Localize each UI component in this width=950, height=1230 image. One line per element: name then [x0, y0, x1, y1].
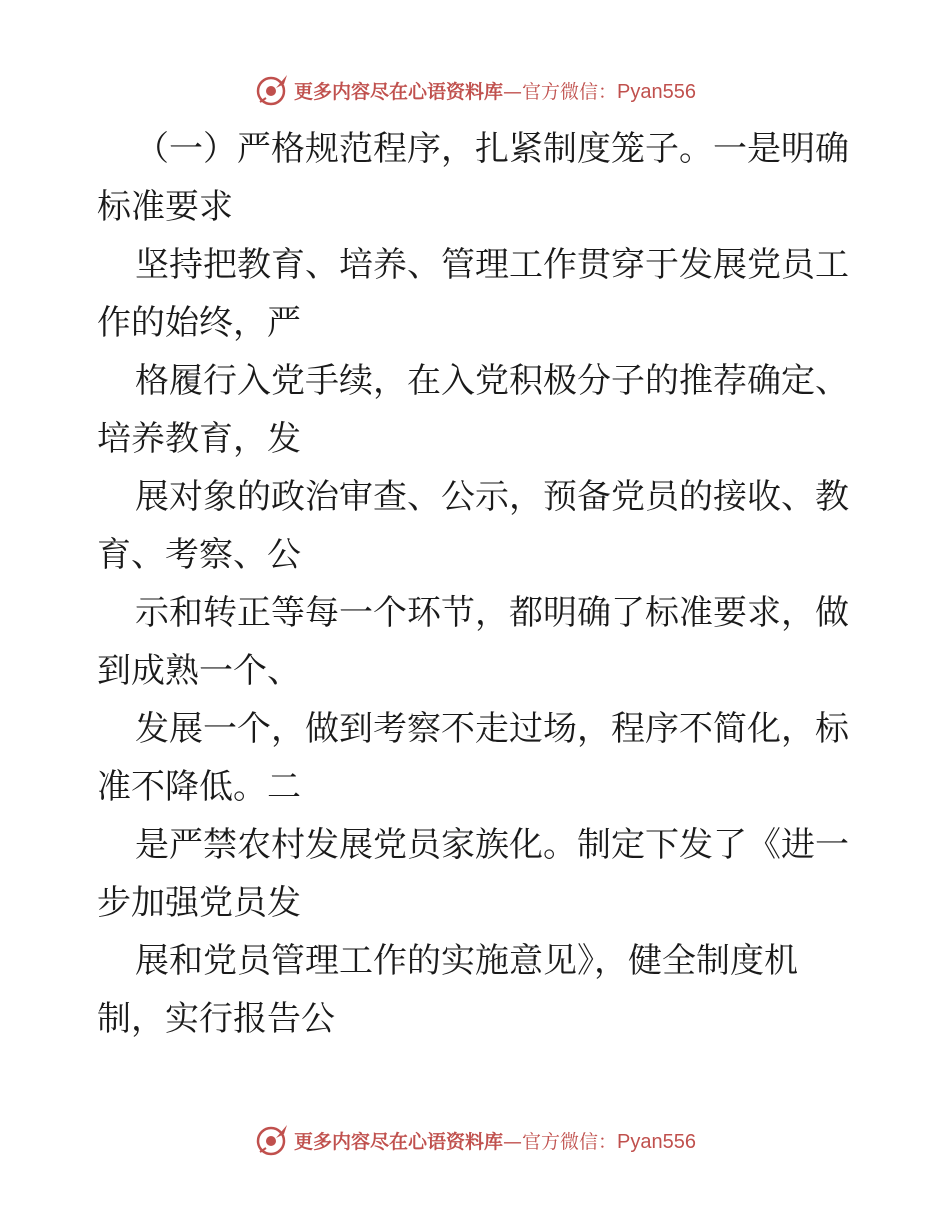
text-line: （一）严格规范程序，扎紧制度笼子。一是明确: [135, 129, 849, 169]
watermark-handle: Pyan556: [617, 80, 696, 103]
watermark-dash: —: [503, 1130, 523, 1153]
text-line: 步加强党员发: [97, 883, 301, 923]
text-line: 到成熟一个、: [97, 651, 301, 691]
quill-logo-icon: [254, 1122, 290, 1158]
watermark-main: 更多内容尽在心语资料库: [294, 80, 504, 103]
text-line: 准不降低。二: [97, 767, 301, 807]
text-line: 展和党员管理工作的实施意见》，健全制度机: [135, 941, 798, 981]
text-line: 坚持把教育、培养、管理工作贯穿于发展党员工: [135, 245, 849, 285]
watermark-text: [294, 77, 696, 104]
quill-logo-icon: [254, 72, 290, 108]
watermark-text: [294, 1127, 696, 1154]
text-line: 示和转正等每一个环节，都明确了标准要求，做: [135, 593, 849, 633]
watermark-official: 官方微信：: [522, 1130, 618, 1153]
watermark-main: 更多内容尽在心语资料库: [294, 1130, 504, 1153]
header-watermark: [0, 70, 950, 110]
text-line: 格履行入党手续，在入党积极分子的推荐确定、: [135, 361, 849, 401]
watermark-dash: —: [503, 80, 523, 103]
watermark-handle: Pyan556: [617, 1130, 696, 1153]
text-line: 作的始终，严: [97, 303, 301, 343]
text-line: 发展一个，做到考察不走过场，程序不简化，标: [135, 709, 849, 749]
document-body: [97, 120, 857, 1048]
text-line: 标准要求: [97, 187, 233, 227]
text-line: 展对象的政治审查、公示，预备党员的接收、教: [135, 477, 849, 517]
footer-watermark: [0, 1120, 950, 1160]
text-line: 培养教育，发: [97, 419, 301, 459]
text-line: 育、考察、公: [97, 535, 301, 575]
text-line: 制，实行报告公: [97, 999, 335, 1039]
text-line: 是严禁农村发展党员家族化。制定下发了《进一: [135, 825, 849, 865]
watermark-official: 官方微信：: [522, 80, 618, 103]
